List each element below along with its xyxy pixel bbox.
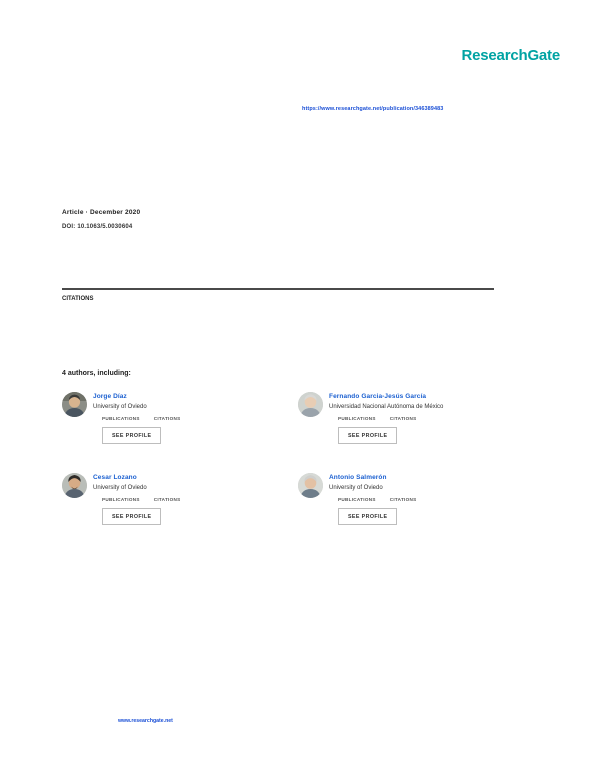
footer-link[interactable]: www.researchgate.net (118, 718, 173, 724)
citations-label: CITATIONS (389, 497, 417, 502)
author-body (93, 392, 181, 444)
publications-label: PUBLICATIONS (102, 497, 140, 502)
researchgate-logo-text: ResearchGate (461, 47, 560, 64)
author-stats (329, 416, 443, 421)
see-profile-button[interactable]: SEE PROFILE (338, 508, 397, 525)
publications-label: PUBLICATIONS (338, 416, 376, 421)
article-doi: DOI: 10.1063/5.0030604 (62, 224, 133, 230)
author-card (62, 392, 298, 444)
avatar (62, 392, 87, 417)
citations-label: CITATIONS (389, 416, 417, 421)
author-stats (329, 497, 417, 502)
avatar (62, 473, 87, 498)
author-card (298, 392, 502, 444)
author-name[interactable]: Antonio Salmerón (329, 474, 387, 481)
see-profile-button[interactable]: SEE PROFILE (102, 427, 161, 444)
see-profile-button[interactable]: SEE PROFILE (102, 508, 161, 525)
authors-grid (62, 392, 502, 525)
author-name[interactable]: Jorge Díaz (93, 393, 127, 400)
see-profile-button[interactable]: SEE PROFILE (338, 427, 397, 444)
avatar (298, 473, 323, 498)
author-card (298, 473, 502, 525)
author-name[interactable]: Fernando Garcia-Jesús García (329, 393, 427, 400)
author-affiliation: University of Oviedo (329, 485, 383, 491)
author-body (329, 392, 443, 444)
citations-label: CITATIONS (153, 416, 181, 421)
author-affiliation: Universidad Nacional Autónoma de México (329, 404, 444, 410)
publication-url-link[interactable]: https://www.researchgate.net/publication/346389483 (302, 106, 444, 112)
author-affiliation: University of Oviedo (93, 485, 147, 491)
author-body (93, 473, 181, 525)
citations-label: CITATIONS (153, 497, 181, 502)
publications-label: PUBLICATIONS (102, 416, 140, 421)
article-type-date: Article · December 2020 (62, 209, 141, 216)
author-card (62, 473, 298, 525)
author-name[interactable]: Cesar Lozano (93, 474, 137, 481)
author-stats (93, 416, 181, 421)
metrics-divider (62, 288, 494, 290)
author-stats (93, 497, 181, 502)
article-meta (62, 209, 140, 230)
author-affiliation: University of Oviedo (93, 404, 147, 410)
authors-heading: 4 authors, including: (62, 370, 131, 377)
publications-label: PUBLICATIONS (338, 497, 376, 502)
author-body (329, 473, 417, 525)
researchgate-logo (462, 47, 561, 64)
citations-label: CITATIONS (62, 296, 94, 302)
avatar (298, 392, 323, 417)
